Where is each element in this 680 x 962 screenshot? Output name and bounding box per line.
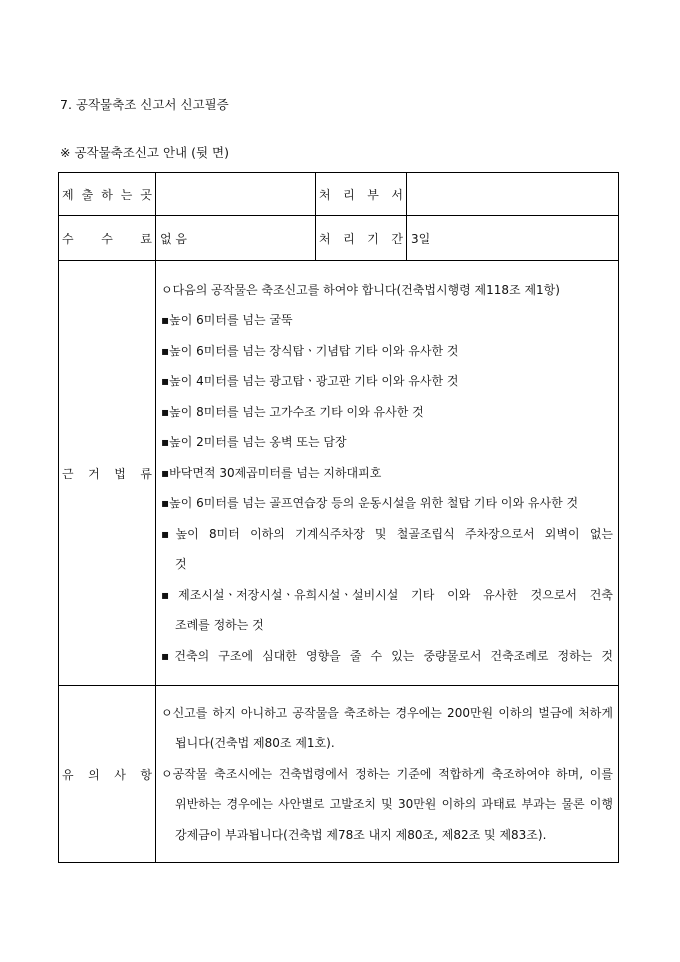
fee-value: 없 음	[156, 216, 316, 261]
fee-label: 수 수 료	[59, 216, 156, 261]
precautions-row	[59, 686, 619, 863]
precautions-content	[156, 686, 619, 863]
section-heading: ※ 공작물축조신고 안내 (뒷 면)	[60, 145, 229, 160]
submission-row	[59, 173, 619, 216]
basis-line: ▪바닥면적 30제곱미터를 넘는 지하대피호	[161, 465, 382, 480]
basis-line: ▪높이 6미터를 넘는 굴뚝	[161, 313, 293, 328]
basis-line: ▪높이 8미터 이하의 기계식주차장 및 철골조립식 주차장으로서 외벽이 없는	[161, 526, 613, 541]
basis-line: ▪높이 2미터를 넘는 옹벽 또는 담장	[161, 435, 347, 450]
basis-line: ▪높이 6미터를 넘는 장식탑ㆍ기념탑 기타 이와 유사한 것	[161, 343, 459, 358]
legal-basis-row	[59, 261, 619, 686]
basis-line: ▪높이 4미터를 넘는 광고탑ㆍ광고판 기타 이와 유사한 것	[161, 374, 459, 389]
precautions-label: 유 의 사 항	[59, 686, 156, 863]
processing-dept-value	[407, 173, 619, 216]
guide-table	[58, 172, 619, 863]
note-line: ㅇ신고를 하지 아니하고 공작물을 축조하는 경우에는 200만원 이하의 벌금에 처하게	[161, 705, 613, 720]
basis-line: ▪높이 8미터를 넘는 고가수조 기타 이와 유사한 것	[161, 404, 424, 419]
processing-period-value: 3일	[407, 216, 619, 261]
note-line: ㅇ공작물 축조시에는 건축법령에서 정하는 기준에 적합하게 축조하여야 하며, 이를	[161, 766, 613, 781]
basis-line: ▪높이 6미터를 넘는 골프연습장 등의 운동시설을 위한 철탑 기타 이와 유사한 것	[161, 496, 579, 511]
submit-place-label: 제 출 하 는 곳	[59, 173, 156, 216]
basis-line: ㅇ다음의 공작물은 축조신고를 하여야 합니다(건축법시행령 제118조 제1항)	[161, 282, 560, 297]
legal-basis-content	[156, 261, 619, 686]
basis-line: ▪건축의 구조에 심대한 영향을 줄 수 있는 중량물로서 건축조례로 정하는 것	[161, 648, 613, 663]
note-line: 강제금이 부과됩니다(건축법 제78조 내지 제80조, 제82조 및 제83조).	[175, 827, 547, 842]
basis-line: 조례를 정하는 것	[175, 618, 264, 633]
legal-basis-label: 근 거 법 류	[59, 261, 156, 686]
basis-line: ▪제조시설ㆍ저장시설ㆍ유희시설ㆍ설비시설 기타 이와 유사한 것으로서 건축	[161, 587, 613, 602]
note-line: 됩니다(건축법 제80조 제1호).	[175, 736, 335, 751]
fee-row	[59, 216, 619, 261]
document-title: 7. 공작물축조 신고서 신고필증	[60, 97, 229, 112]
submit-place-value	[156, 173, 316, 216]
basis-line: 것	[175, 557, 187, 572]
note-line: 위반하는 경우에는 사안별로 고발조치 및 30만원 이하의 과태료 부과는 물론 이행	[175, 797, 613, 812]
processing-dept-label: 처 리 부 서	[316, 173, 407, 216]
processing-period-label: 처 리 기 간	[316, 216, 407, 261]
